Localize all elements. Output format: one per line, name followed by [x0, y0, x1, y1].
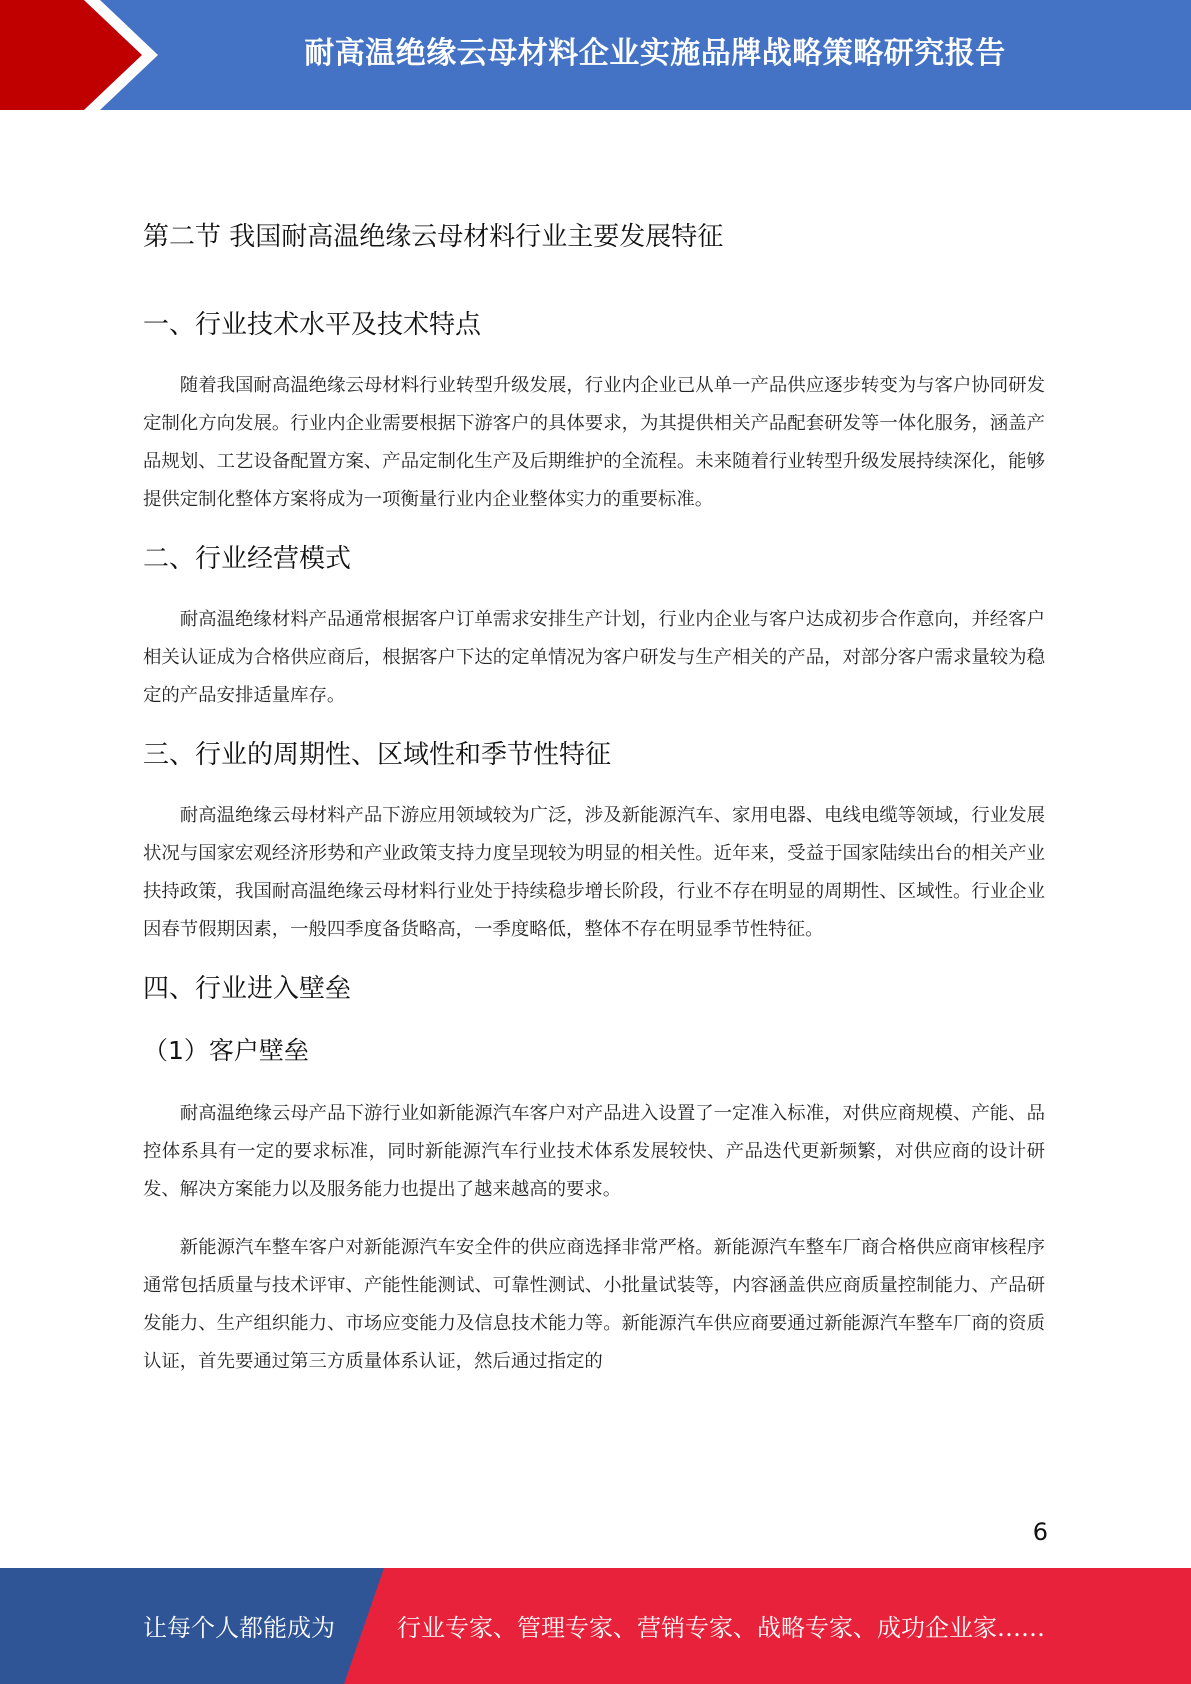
paragraph: 耐高温绝缘云母材料产品下游应用领域较为广泛，涉及新能源汽车、家用电器、电线电缆等领域，行业发展状况与国家宏观经济形势和产业政策支持力度呈现较为明显的相关性。近年来，受益于国家陆续出台的相关产业扶持政策，我国耐高温绝缘云母材料行业处于持续稳步增长阶段，行业不存在明显的周期性、区域性。行业企业因春节假期因素，一般四季度备货略高，一季度略低，整体不存在明显季节性特征。: [143, 805, 1045, 940]
subheading-customer-barrier: （1）客户壁垒: [143, 1036, 309, 1065]
footer-slogan-right: 行业专家、管理专家、营销专家、战略专家、成功企业家……: [397, 1614, 1045, 1642]
heading-entry-barriers: 四、行业进入壁垒: [143, 974, 352, 1004]
report-title: 耐高温绝缘云母材料企业实施品牌战略策略研究报告: [304, 36, 1006, 71]
paragraph: 耐高温绝缘材料产品通常根据客户订单需求安排生产计划，行业内企业与客户达成初步合作意向，并经客户相关认证成为合格供应商后，根据客户下达的定单情况为客户研发与生产相关的产品，对部分客户需求量较为稳定的产品安排适量库存。: [143, 609, 1045, 706]
heading-business-model: 二、行业经营模式: [143, 544, 352, 574]
header-banner: [0, 0, 1191, 110]
footer-slogan-left: 让每个人都能成为: [143, 1614, 335, 1642]
paragraph: 随着我国耐高温绝缘云母材料行业转型升级发展，行业内企业已从单一产品供应逐步转变为与客户协同研发定制化方向发展。行业内企业需要根据下游客户的具体要求，为其提供相关产品配套研发等一体化服务，涵盖产品规划、工艺设备配置方案、产品定制化生产及后期维护的全流程。未来随着行业转型升级发展持续深化，能够提供定制化整体方案将成为一项衡量行业内企业整体实力的重要标准。: [143, 375, 1045, 510]
document-body: [143, 215, 1045, 1401]
paragraph: 新能源汽车整车客户对新能源汽车安全件的供应商选择非常严格。新能源汽车整车厂商合格供应商审核程序通常包括质量与技术评审、产能性能测试、可靠性测试、小批量试装等，内容涵盖供应商质量控制能力、产品研发能力、生产组织能力、市场应变能力及信息技术能力等。新能源汽车供应商要通过新能源汽车整车厂商的资质认证，首先要通过第三方质量体系认证，然后通过指定的: [143, 1237, 1045, 1372]
page-number: 6: [1032, 1518, 1048, 1546]
paragraph: 耐高温绝缘云母产品下游行业如新能源汽车客户对产品进入设置了一定准入标准，对供应商规模、产能、品控体系具有一定的要求标准，同时新能源汽车行业技术体系发展较快、产品迭代更新频繁，对供应商的设计研发、解决方案能力以及服务能力也提出了越来越高的要求。: [143, 1103, 1045, 1200]
section-title: 第二节 我国耐高温绝缘云母材料行业主要发展特征: [143, 222, 724, 252]
heading-tech-level: 一、行业技术水平及技术特点: [143, 310, 482, 340]
footer-banner: [0, 1568, 1191, 1684]
heading-cyclicality: 三、行业的周期性、区域性和季节性特征: [143, 740, 612, 770]
